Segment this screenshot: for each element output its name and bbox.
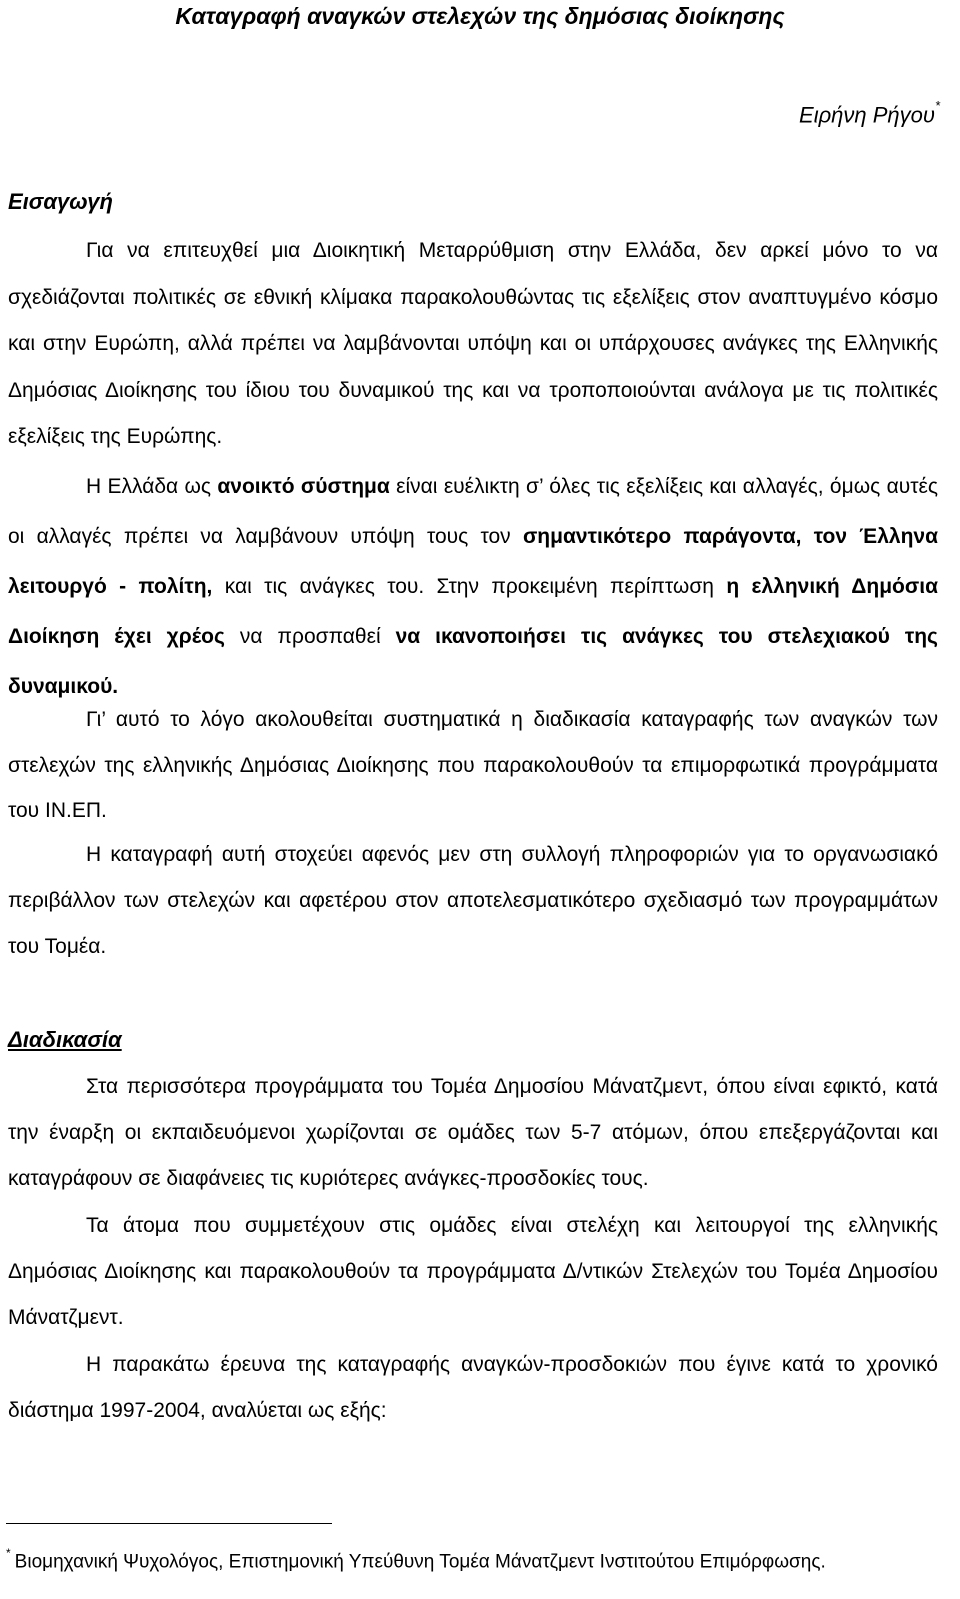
paragraph — [8, 462, 938, 712]
bold-text-run: σημαντικότερο παράγοντα, τον Έλληνα λειτουργό - πολίτη, — [8, 525, 938, 598]
footnote-mark: * — [6, 1546, 11, 1560]
paragraph — [8, 697, 938, 834]
text-run: Τα άτομα που συμμετέχουν στις ομάδες είναι στελέχη και λειτουργοί της ελληνικής Δημόσιας Διοίκησης και παρακολουθούν τα προγράμματα Δ/ντικών Στελεχών του Τομέα Δημοσίου Μάνατζμεντ. — [8, 1214, 938, 1329]
footnote-separator — [6, 1523, 332, 1524]
paragraph — [8, 1064, 938, 1202]
text-run: Η παρακάτω έρευνα της καταγραφής αναγκών-προσδοκιών που έγινε κατά το χρονικό διάστημα 1997-2004, αναλύεται ως εξής: — [8, 1353, 938, 1422]
footnote-text: Βιομηχανική Ψυχολόγος, Επιστημονική Υπεύθυνη Τομέα Μάνατζμεντ Ινστιτούτου Επιμόρφωσης. — [14, 1551, 826, 1573]
text-run: Η Ελλάδα ως — [86, 475, 218, 498]
text-run: είναι ευέλικτη σ’ όλες τις εξελίξεις και αλλαγές, όμως αυτές οι αλλαγές πρέπει να λαμβάνουν υπόψη τους τον — [8, 475, 938, 548]
bold-text-run: να ικανοποιήσει τις ανάγκες του στελεχιακού της δυναμικού. — [8, 625, 938, 698]
section-heading-introduction: Εισαγωγή — [8, 189, 113, 214]
text-run: Για να επιτευχθεί μια Διοικητική Μεταρρύθμιση στην Ελλάδα, δεν αρκεί μόνο το να σχεδιάζονται πολιτικές σε εθνική κλίμακα παρακολουθώντας τις εξελίξεις στον αναπτυγμένο κόσμο και στην Ευρώπη, αλλά πρέπει να λαμβάνονται υπόψη και οι υπάρχουσες ανάγκες της Ελληνικής Δημόσιας Διοίκησης του ίδιου του δυναμικού της και να τροποποιούνται ανάλογα με τις πολιτικές εξελίξεις της Ευρώπης. — [8, 239, 938, 448]
paragraph — [8, 228, 938, 461]
text-run: Η καταγραφή αυτή στοχεύει αφενός μεν στη συλλογή πληροφοριών για το οργανωσιακό περιβάλλον των στελεχών και αφετέρου στον αποτελεσματικότερο σχεδιασμό των προγραμμάτων του Τομέα. — [8, 843, 938, 958]
paragraph — [8, 1203, 938, 1341]
paragraph — [8, 832, 938, 970]
text-run: Γι’ αυτό το λόγο ακολουθείται συστηματικά η διαδικασία καταγραφής των αναγκών των στελεχών της ελληνικής Δημόσιας Διοίκησης που παρακολουθούν τα επιμορφωτικά προγράμματα του ΙΝ.ΕΠ. — [8, 708, 938, 822]
bold-text-run: η ελληνική Δημόσια Διοίκηση έχει χρέος — [8, 575, 938, 648]
section-heading-procedure: Διαδικασία — [8, 1027, 122, 1052]
text-run: και τις ανάγκες του. Στην προκειμένη περίπτωση — [212, 575, 727, 598]
author-name: Ειρήνη Ρήγου — [799, 102, 935, 128]
footnote — [6, 1543, 826, 1575]
document-title: Καταγραφή αναγκών στελεχών της δημόσιας διοίκησης — [175, 3, 785, 29]
text-run: Στα περισσότερα προγράμματα του Τομέα Δημοσίου Μάνατζμεντ, όπου είναι εφικτό, κατά την έναρξη οι εκπαιδευόμενοι χωρίζονται σε ομάδες των 5-7 ατόμων, όπου επεξεργάζονται και καταγράφουν σε διαφάνειες τις κυριότερες ανάγκες-προσδοκίες τους. — [8, 1075, 938, 1190]
author-line — [799, 96, 940, 129]
paragraph — [8, 1342, 938, 1434]
author-footnote-mark: * — [934, 98, 940, 113]
text-run: να προσπαθεί — [224, 625, 396, 648]
bold-text-run: ανοικτό σύστημα — [217, 475, 390, 498]
